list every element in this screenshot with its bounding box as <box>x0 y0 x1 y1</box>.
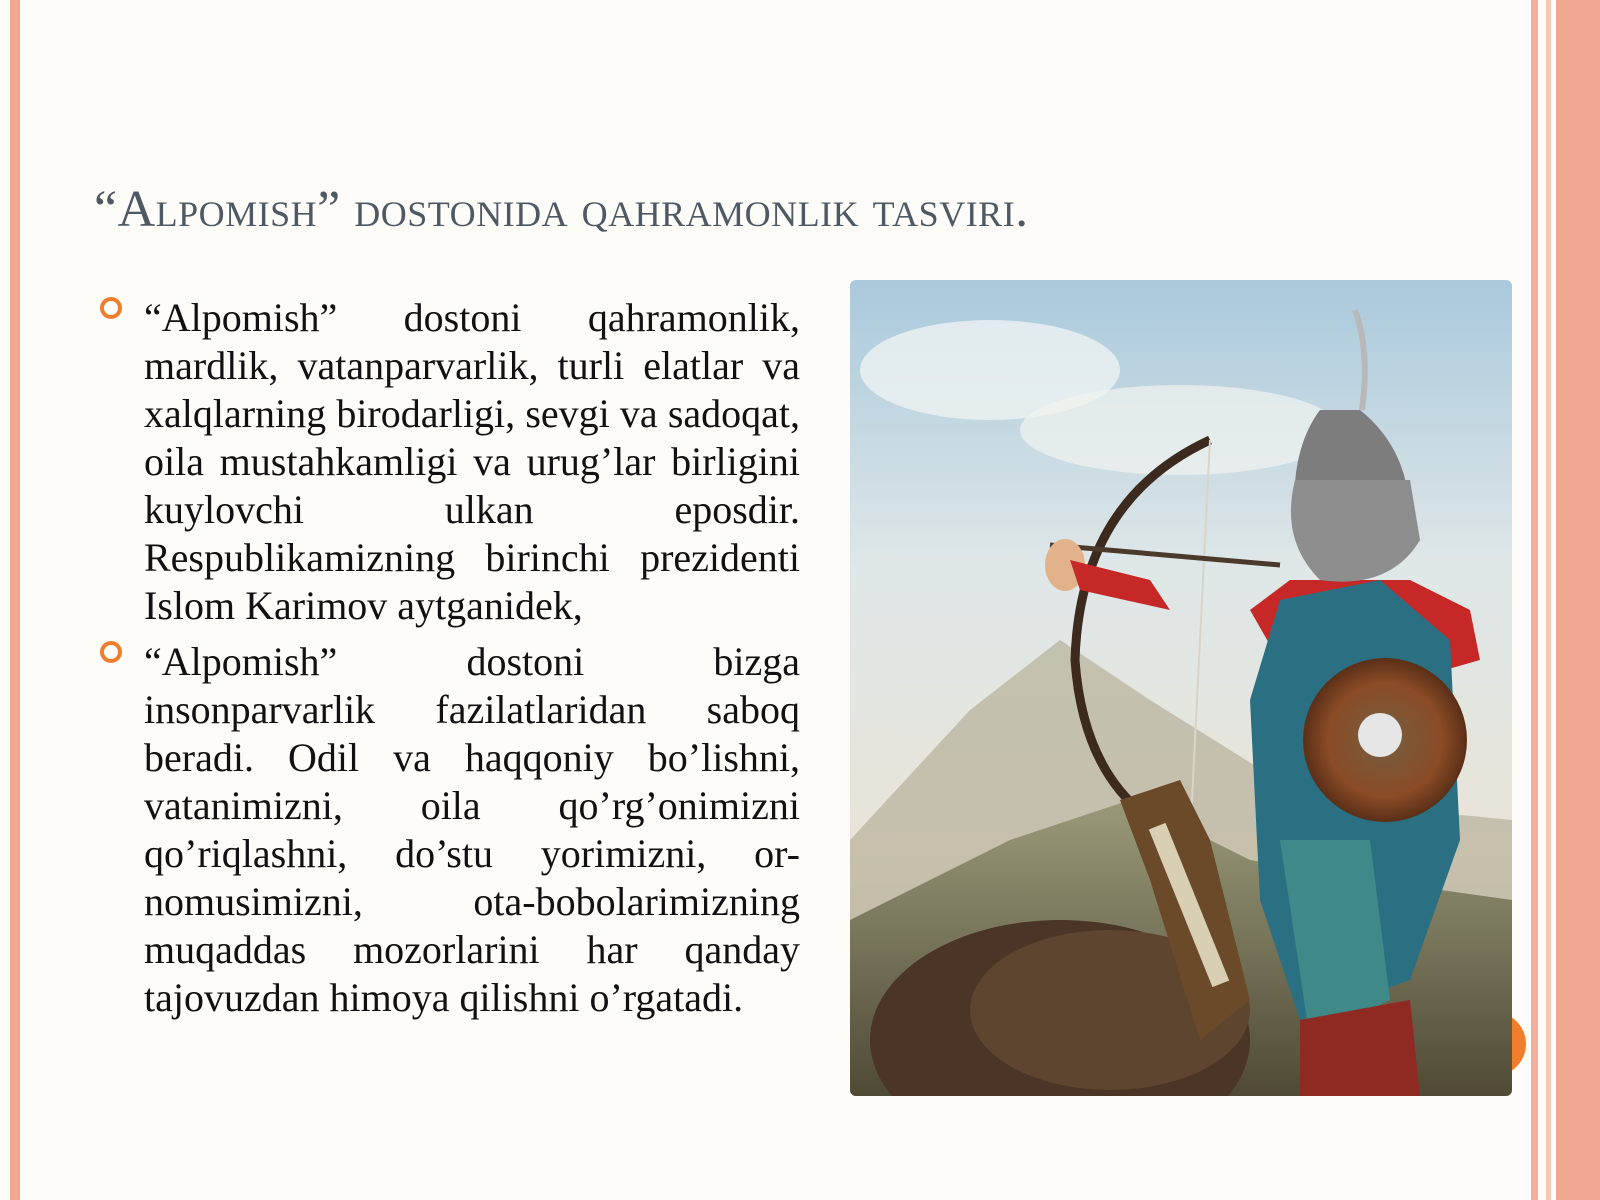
archer-warrior-image <box>850 280 1512 1096</box>
bullet-item <box>100 294 800 630</box>
right-border-band <box>1556 0 1600 1200</box>
bullet-ring-icon <box>100 641 122 663</box>
bullet-ring-icon <box>100 297 122 319</box>
left-border-stripe <box>10 0 20 1200</box>
right-border-stripe-light <box>1546 0 1551 1200</box>
right-border-stripe <box>1531 0 1538 1200</box>
bullet-list <box>100 294 800 1022</box>
bullet-item <box>100 638 800 1022</box>
bullet-text: “Alpomish” dostoni qahramonlik, mardlik, vatanparvarlik, turli elatlar va xalqlarning birodarligi, sevgi va sadoqat, oila mustahkamligi va urug’lar birligini kuylovchi ulkan eposdir. Respublikamizning birinchi prezidenti Islom Karimov aytganidek, <box>144 295 800 628</box>
slide-title: “Alpomish” dostonida qahramonlik tasviri. <box>94 181 1029 238</box>
bullet-text: “Alpomish” dostoni bizga insonparvarlik fazilatlaridan saboq beradi. Odil va haqqoniy bo’lishni, vatanimizni, oila qo’rg’onimizni qo’riqlashni, do’stu yorimizni, or-nomusimizni, ota-bobolarimizning muqaddas mozorlarini har qanday tajovuzdan himoya qilishni o’rgatadi. <box>144 639 800 1020</box>
